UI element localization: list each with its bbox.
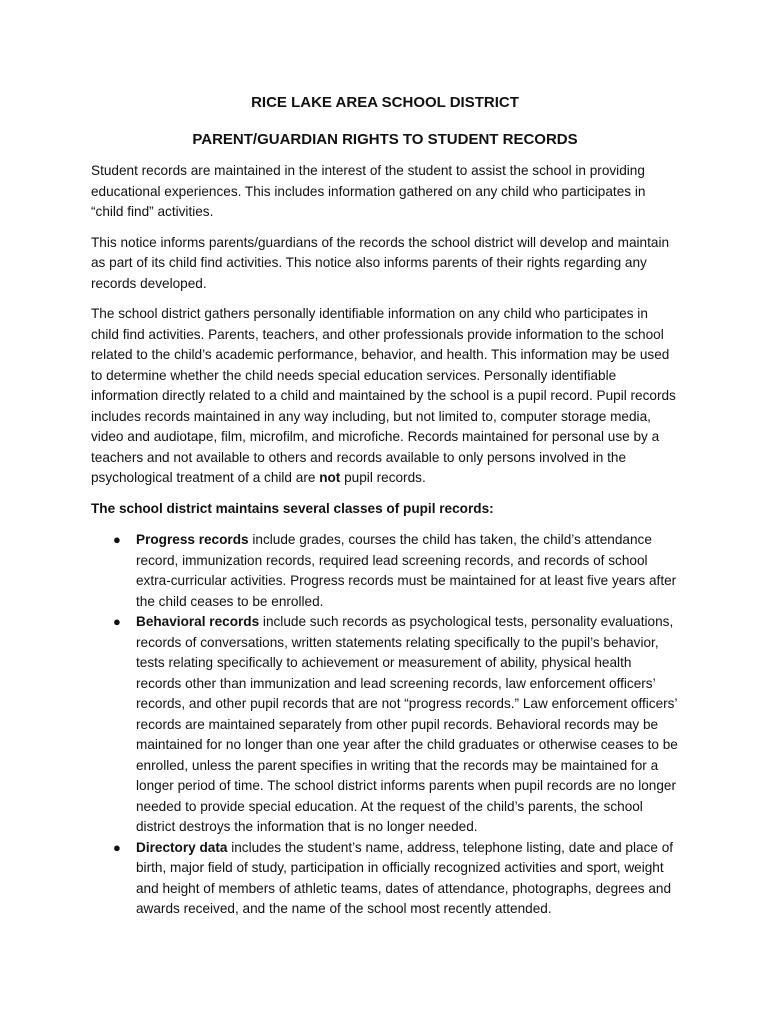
bullet-icon: ●: [113, 532, 121, 547]
notice-paragraph: This notice informs parents/guardians of the records the school district will develop and maintain as part of its child find activities. This notice also informs parents of their rights regarding any records developed.: [91, 234, 670, 291]
district-name: RICE LAKE AREA SCHOOL DISTRICT: [251, 94, 519, 111]
intro-paragraph: Student records are maintained in the interest of the student to assist the school in providing educational experiences. This includes information gathered on any child who participates in “child find” activities.: [91, 163, 646, 219]
list-item-text: include grades, courses the child has taken, the child’s attendance record, immunization records, required lead screening records, and records of school extra-curricular activities. Progress records must be maintained for at least five years after the child ceases to be enrolled.: [136, 532, 677, 609]
classes-heading: The school district maintains several classes of pupil records:: [91, 500, 494, 516]
document-title: PARENT/GUARDIAN RIGHTS TO STUDENT RECORDS: [192, 131, 578, 148]
bullet-icon: ●: [113, 614, 121, 629]
list-item-term: Behavioral records: [136, 614, 260, 629]
record-classes-list: [91, 530, 679, 920]
list-item-behavioral-records: [91, 612, 679, 838]
list-item-directory-data: [91, 838, 679, 920]
information-text-end: pupil records.: [340, 470, 426, 485]
not-emphasis: not: [319, 470, 341, 485]
document-body: [91, 92, 679, 920]
list-item-text: include such records as psychological tests, personality evaluations, records of conversations, written statements relating specifically to the pupil’s behavior, tests relating specifically to achievement or measurement of ability, physical health records other than immunization and lead screening records, law enforcement officers’ records, and other pupil records that are not “progress records.” Law enforcement officers’ records are maintained separately from other pupil records. Behavioral records may be maintained for no longer than one year after the child graduates or otherwise ceases to be enrolled, unless the parent specifies in writing that the records may be maintained for a longer period of time. The school district informs parents when pupil records are no longer needed to provide special education. At the request of the child’s parents, the school district destroys the information that is no longer needed.: [136, 614, 678, 834]
list-item-text: includes the student’s name, address, telephone listing, date and place of birth, major field of study, participation in officially recognized activities and sport, weight and height of members of athletic teams, dates of attendance, photographs, degrees and awards received, and the name of the school most recently attended.: [136, 839, 674, 916]
information-paragraph: [91, 304, 679, 489]
bullet-icon: ●: [113, 839, 121, 855]
list-item-term: Progress records: [136, 532, 249, 547]
information-text: The school district gathers personally identifiable information on any child who participates in child find activities. Parents, teachers, and other professionals provide information to the school related to the child’s academic performance, behavior, and health. This information may be used to determine whether the child needs special education services. Personally identifiable information directly related to a child and maintained by the school is a pupil record. Pupil records includes records maintained in any way including, but not limited to, computer storage media, video and audiotape, film, microfilm, and microfiche. Records maintained for personal use by a teachers and not available to others and records available to only persons involved in the psychological treatment of a child are: [91, 306, 676, 485]
list-item-progress-records: [91, 530, 679, 612]
list-item-term: Directory data: [136, 839, 228, 855]
